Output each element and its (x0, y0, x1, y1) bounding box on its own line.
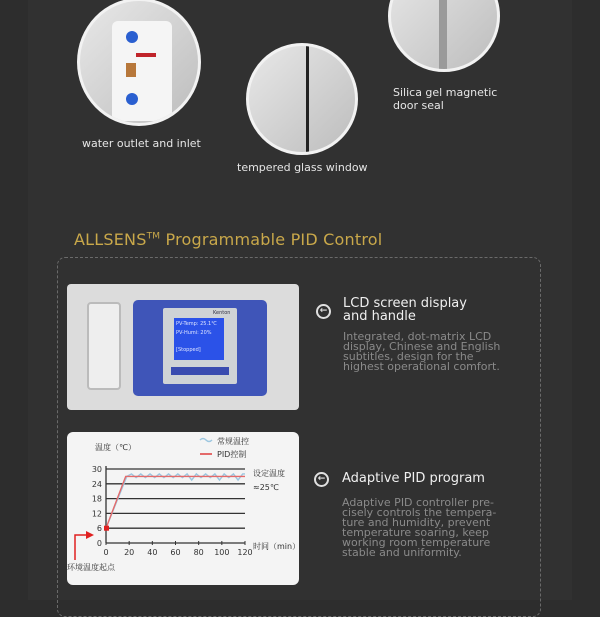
pid-chart (67, 432, 299, 585)
glass-window-photo (246, 43, 358, 155)
feature-pid-description (342, 498, 496, 558)
desc-line: ture and humidity, prevent (342, 516, 491, 529)
y-tick-label: 24 (91, 479, 102, 489)
section-title-rest: Programmable PID Control (165, 230, 383, 249)
feature-lcd-title-line2: and handle (343, 309, 416, 324)
y-tick-label: 12 (91, 509, 102, 519)
door-seal-caption (393, 86, 497, 112)
feature-pid-title: Adaptive PID program (342, 471, 485, 486)
y-tick-label: 30 (91, 465, 102, 474)
lcd-line-1: PV-Temp: 25.1℃ (176, 321, 217, 327)
x-axis-label: 时间（min） (253, 542, 299, 551)
y-axis-label: 温度（℃） (95, 443, 136, 452)
feature-lcd-description (343, 332, 500, 372)
desc-line: highest operational comfort. (343, 360, 500, 373)
desc-line: display, Chinese and English (343, 340, 501, 353)
feature-lcd-title (343, 297, 467, 323)
y-tick-label: 6 (96, 524, 102, 534)
legend-wave-icon (200, 439, 212, 442)
desc-line: subtitles, design for the (343, 350, 474, 363)
y-tick-label: 18 (91, 494, 102, 504)
controller-buttons (171, 367, 229, 375)
setpoint-label: 设定温度 (253, 469, 285, 478)
x-tick-label: 100 (214, 548, 230, 557)
arrow-left-circle-icon: ← (314, 472, 329, 487)
x-tick-label: 20 (124, 548, 135, 557)
start-label: 环境温度起点 (67, 563, 115, 572)
start-arrow-head (86, 531, 94, 539)
desc-line: stable and uniformity. (342, 546, 462, 559)
brand-name: ALLSENS (74, 230, 147, 249)
controller-brand: Kenton (213, 310, 231, 316)
x-tick-label: 120 (237, 548, 253, 557)
desc-line: cisely controls the tempera- (342, 506, 497, 519)
legend-conventional: 常规温控 (217, 437, 249, 446)
glass-window-caption: tempered glass window (237, 161, 368, 174)
water-outlet-photo (77, 0, 201, 126)
pid-chart-card (67, 432, 299, 585)
door-seal-caption-line1: Silica gel magnetic (393, 86, 498, 99)
legend-pid: PID控制 (217, 450, 247, 459)
lcd-line-2: PV-Humi: 20% (176, 330, 212, 336)
x-tick-label: 60 (170, 548, 181, 557)
desc-line: temperature soaring, keep (342, 526, 489, 539)
water-outlet-caption: water outlet and inlet (82, 137, 201, 150)
y-tick-label: 0 (96, 539, 102, 548)
x-tick-label: 0 (103, 548, 109, 557)
x-tick-label: 80 (193, 548, 204, 557)
lcd-screen (174, 318, 224, 360)
lcd-line-3: [Stopped] (176, 347, 201, 353)
setpoint-value: ≈25℃ (253, 483, 279, 492)
desc-line: Integrated, dot-matrix LCD (343, 330, 492, 343)
series-line-conventional (106, 474, 245, 528)
desc-line: Adaptive PID controller pre- (342, 496, 494, 509)
start-arrow (75, 535, 87, 560)
section-title (74, 230, 382, 249)
door-seal-caption-line2: door seal (393, 99, 444, 112)
desc-line: working room temperature (342, 536, 491, 549)
controller-photo (67, 284, 299, 410)
x-tick-label: 40 (147, 548, 158, 557)
start-point (104, 526, 109, 531)
trademark: TM (146, 231, 161, 242)
arrow-left-circle-icon: ← (316, 304, 331, 319)
feature-lcd-title-line1: LCD screen display (343, 296, 467, 311)
